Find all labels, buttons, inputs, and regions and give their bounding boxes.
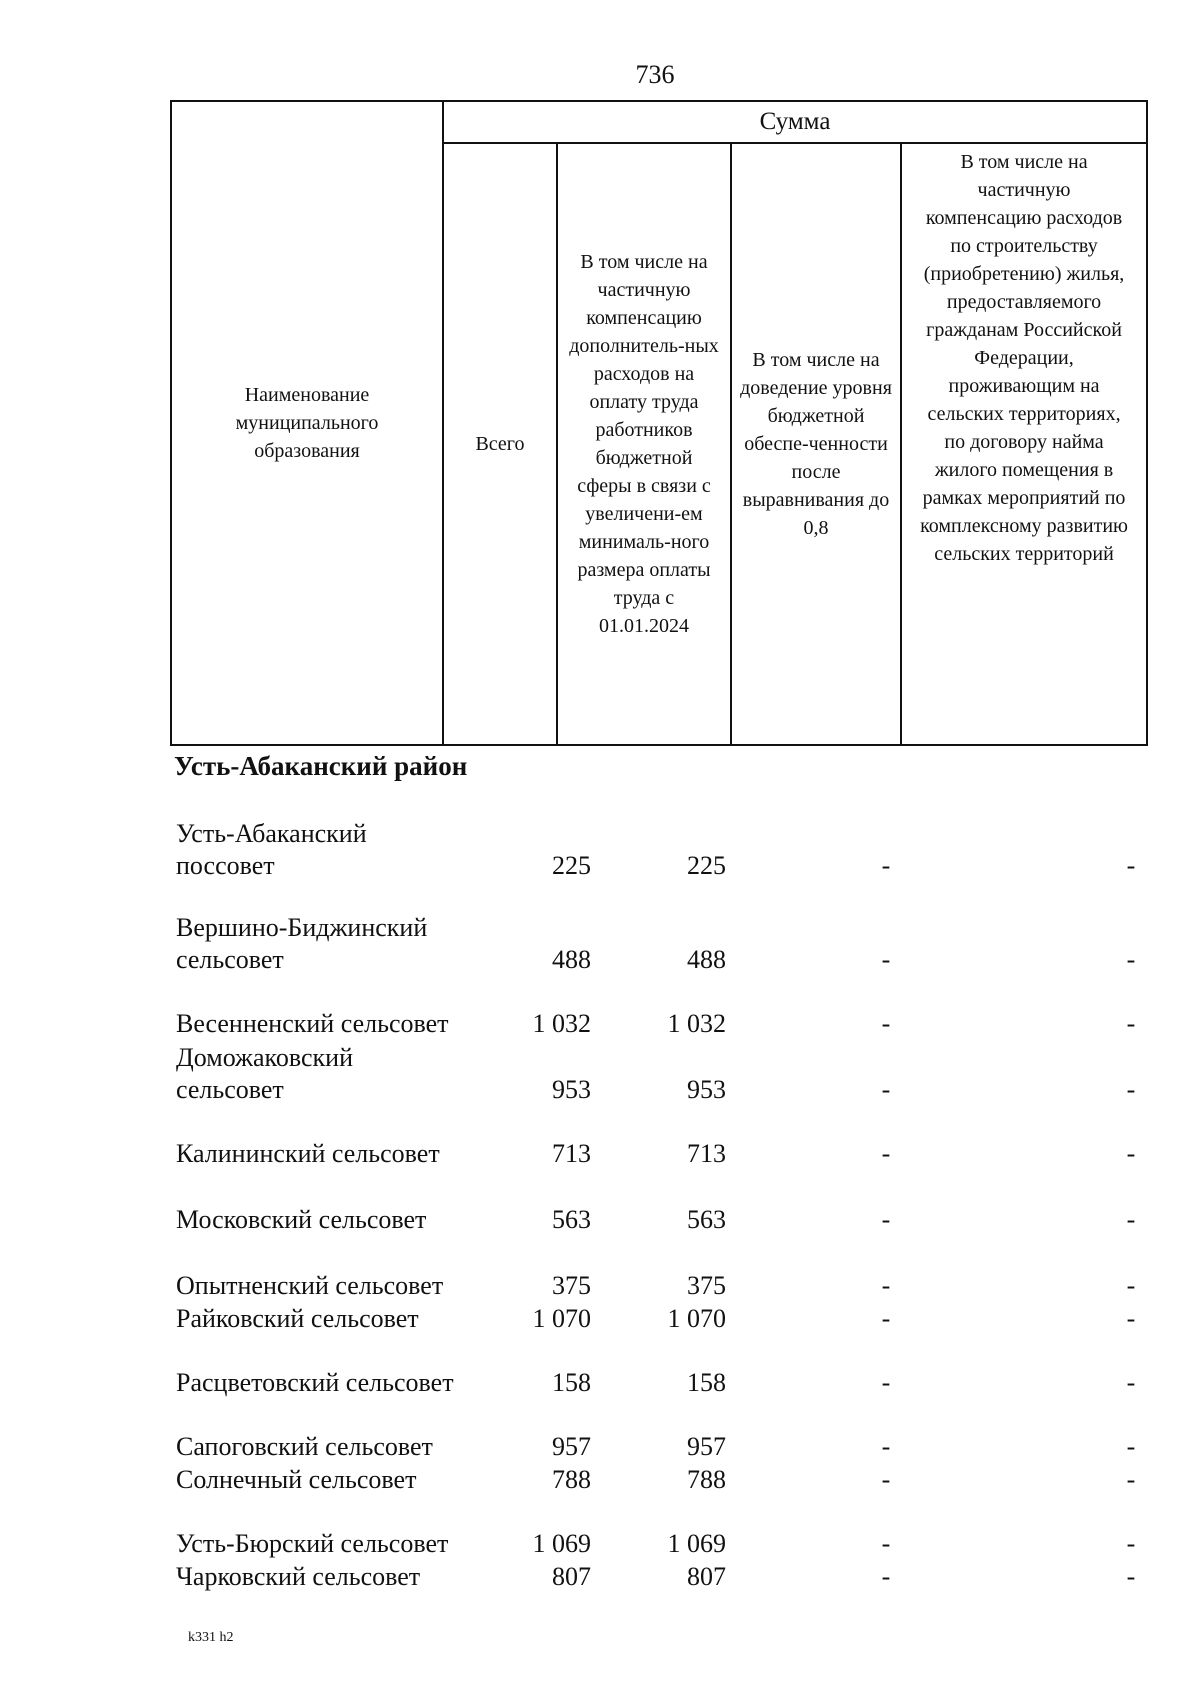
rural-housing-value: - <box>1126 1075 1136 1104</box>
rural-housing-value: - <box>1126 1271 1136 1300</box>
municipality-name-header: Наименование муниципального образования <box>171 101 443 745</box>
total-value: 1 070 <box>532 1304 591 1333</box>
total-value: 953 <box>552 1075 591 1104</box>
total-value: 713 <box>552 1139 591 1168</box>
equalization-value: - <box>881 1075 891 1104</box>
municipality-name: Расцветовский сельсовет <box>176 1368 454 1397</box>
table-row <box>176 818 1156 882</box>
equalization-value: - <box>881 1368 891 1397</box>
equalization-header: В том числе на доведение уровня бюджетной обеспе-ченности после выравнивания до 0,8 <box>731 143 901 745</box>
rural-housing-value: - <box>1126 1304 1136 1333</box>
equalization-value: - <box>881 1009 891 1038</box>
municipality-name: Чарковский сельсовет <box>176 1562 421 1591</box>
table-row <box>176 976 1156 1040</box>
municipality-name: Сапоговский сельсовет <box>176 1432 433 1461</box>
wage-compensation-value: 713 <box>687 1139 726 1168</box>
table-row <box>176 1302 1156 1335</box>
rural-housing-value: - <box>1126 1562 1136 1591</box>
wage-compensation-value: 1 069 <box>667 1529 726 1558</box>
wage-compensation-value: 158 <box>687 1368 726 1397</box>
total-value: 788 <box>552 1465 591 1494</box>
table-row <box>176 1560 1156 1593</box>
total-value: 807 <box>552 1562 591 1591</box>
municipality-name: Опытненский сельсовет <box>176 1271 444 1300</box>
rural-housing-header: В том числе на частичную компенсацию расходов по строительству (приобретению) жилья, предоставляемого гражданам Российской Федерации, проживающим на сельских территориях, по договору найма жилого помещения в рамках мероприятий по комплексному развитию сельских территорий <box>901 143 1147 745</box>
rural-housing-value: - <box>1126 945 1136 974</box>
equalization-value: - <box>881 1139 891 1168</box>
wage-compensation-value: 957 <box>687 1432 726 1461</box>
table-row <box>176 1399 1156 1463</box>
rural-housing-value: - <box>1126 1529 1136 1558</box>
total-header: Всего <box>443 143 557 745</box>
total-value: 563 <box>552 1205 591 1234</box>
table-row <box>176 1106 1156 1170</box>
rural-housing-value: - <box>1126 1205 1136 1234</box>
wage-compensation-value: 563 <box>687 1205 726 1234</box>
table-row <box>176 1335 1156 1399</box>
total-value: 1 032 <box>532 1009 591 1038</box>
wage-compensation-value: 375 <box>687 1271 726 1300</box>
rural-housing-value: - <box>1126 1368 1136 1397</box>
document-footer-code: k331 h2 <box>188 1630 234 1645</box>
rural-housing-value: - <box>1126 1432 1136 1461</box>
equalization-value: - <box>881 1304 891 1333</box>
district-section-title: Усть-Абаканский район <box>174 751 468 781</box>
equalization-value: - <box>881 945 891 974</box>
table-row <box>176 1172 1156 1236</box>
rural-housing-value: - <box>1126 1465 1136 1494</box>
equalization-value: - <box>881 1205 891 1234</box>
table-row <box>176 1042 1156 1106</box>
wage-compensation-value: 953 <box>687 1075 726 1104</box>
page-number: 736 <box>635 60 675 89</box>
rural-housing-value: - <box>1126 851 1136 880</box>
total-value: 158 <box>552 1368 591 1397</box>
total-value: 488 <box>552 945 591 974</box>
municipality-name: Вершино-Биджинский сельсовет <box>176 913 428 974</box>
wage-compensation-header: В том числе на частичную компенсацию дополнитель-ных расходов на оплату труда работников бюджетной сферы в связи с увеличени-ем минималь-ного размера оплаты труда с 01.01.2024 <box>557 143 731 745</box>
municipality-name: Весенненский сельсовет <box>176 1009 449 1038</box>
municipality-name: Райковский сельсовет <box>176 1304 419 1333</box>
total-value: 225 <box>552 851 591 880</box>
rural-housing-value: - <box>1126 1009 1136 1038</box>
wage-compensation-value: 225 <box>687 851 726 880</box>
municipality-rows <box>176 818 1156 1593</box>
budget-table-header <box>170 100 1148 746</box>
equalization-value: - <box>881 1271 891 1300</box>
table-row <box>176 879 1156 976</box>
total-value: 957 <box>552 1432 591 1461</box>
wage-compensation-value: 488 <box>687 945 726 974</box>
equalization-value: - <box>881 1562 891 1591</box>
municipality-name: Московский сельсовет <box>176 1205 427 1234</box>
table-row <box>176 1463 1156 1496</box>
equalization-value: - <box>881 1529 891 1558</box>
equalization-value: - <box>881 1432 891 1461</box>
municipality-name: Доможаковский сельсовет <box>176 1043 353 1104</box>
rural-housing-value: - <box>1126 1139 1136 1168</box>
total-value: 375 <box>552 1271 591 1300</box>
wage-compensation-value: 1 032 <box>667 1009 726 1038</box>
municipality-name: Усть-Бюрский сельсовет <box>176 1529 449 1558</box>
municipality-name: Солнечный сельсовет <box>176 1465 417 1494</box>
wage-compensation-value: 807 <box>687 1562 726 1591</box>
equalization-value: - <box>881 851 891 880</box>
equalization-value: - <box>881 1465 891 1494</box>
table-row <box>176 1238 1156 1302</box>
wage-compensation-value: 1 070 <box>667 1304 726 1333</box>
municipality-name: Усть-Абаканский поссовет <box>176 819 367 880</box>
wage-compensation-value: 788 <box>687 1465 726 1494</box>
total-value: 1 069 <box>532 1529 591 1558</box>
municipality-name: Калининский сельсовет <box>176 1139 440 1168</box>
sum-header: Сумма <box>443 101 1147 143</box>
table-row <box>176 1496 1156 1560</box>
